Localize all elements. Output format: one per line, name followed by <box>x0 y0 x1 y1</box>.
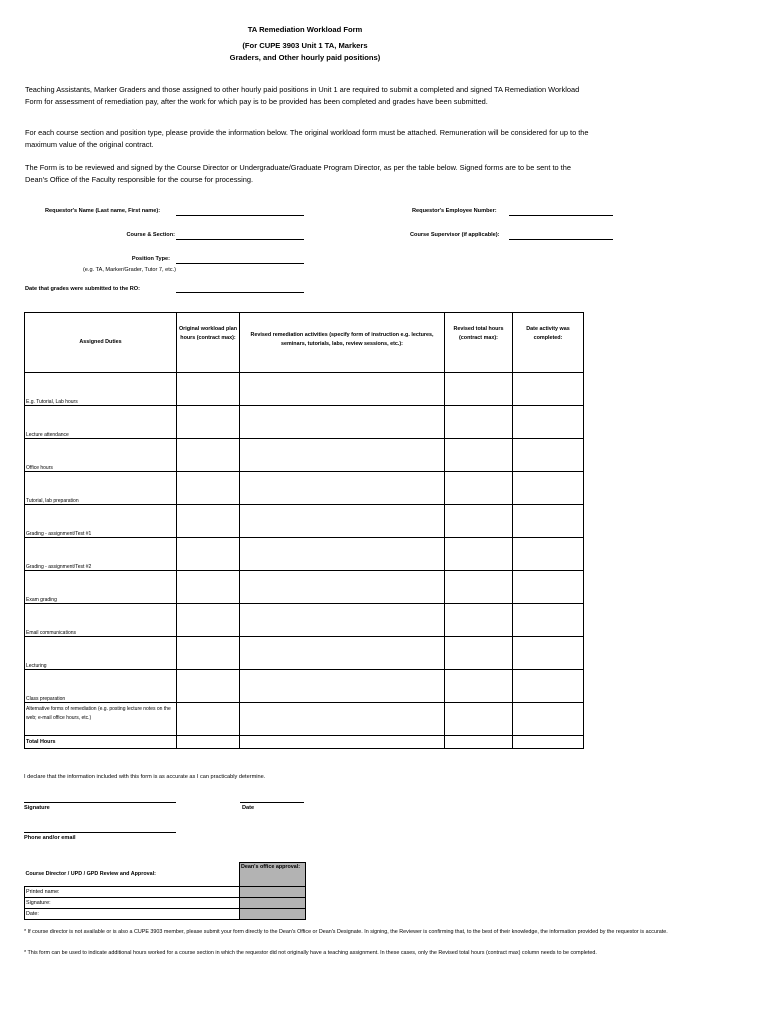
duty-label: E.g. Tutorial, Lab hours <box>25 373 177 406</box>
duty-label: Tutorial, lab preparation <box>25 472 177 505</box>
revised-activities-cell[interactable] <box>240 373 445 406</box>
revised-total-cell[interactable] <box>445 670 513 703</box>
table-row <box>25 505 584 538</box>
course-section-label: Course & Section: <box>126 232 175 238</box>
table-row <box>25 604 584 637</box>
date-completed-cell[interactable] <box>513 538 584 571</box>
revised-total-cell[interactable] <box>445 406 513 439</box>
duty-label: Exam grading <box>25 571 177 604</box>
table-row <box>25 637 584 670</box>
date-label: Date <box>242 805 255 811</box>
duty-label: Alternative forms of remediation (e.g. posting lecture notes on the web; e-mail office hours, etc.) <box>25 703 177 736</box>
signature-field[interactable] <box>24 802 176 803</box>
footnote-2: * This form can be used to indicate additional hours worked for a course section in which the requestor did not originally have a teaching assignment. In these cases, only the Revised total hours (contract max) column needs to be completed. <box>24 950 597 956</box>
date-completed-cell[interactable] <box>513 637 584 670</box>
course-section-field[interactable] <box>176 239 304 240</box>
table-row <box>25 538 584 571</box>
revised-total-cell[interactable] <box>445 505 513 538</box>
table-row <box>25 887 306 898</box>
date-completed-cell[interactable] <box>513 571 584 604</box>
table-row <box>25 703 584 736</box>
table-row <box>25 472 584 505</box>
revised-activities-cell[interactable] <box>240 472 445 505</box>
revised-total-cell[interactable] <box>445 472 513 505</box>
course-supervisor-label: Course Supervisor (if applicable): <box>410 232 500 238</box>
original-hours-cell[interactable] <box>177 571 240 604</box>
header-revised-activities: Revised remediation activities (specify form of instruction e.g. lectures, seminars, tutorials, labs, review sessions, etc.): <box>240 313 445 373</box>
duties-table <box>24 312 584 749</box>
duties-header-row <box>25 313 584 373</box>
phone-email-field[interactable] <box>24 832 176 833</box>
duty-label: Office hours <box>25 439 177 472</box>
revised-total-cell[interactable] <box>445 439 513 472</box>
total-activities-cell[interactable] <box>240 736 445 749</box>
original-hours-cell[interactable] <box>177 439 240 472</box>
total-revised-cell[interactable] <box>445 736 513 749</box>
duty-label: Grading - assignment/Test #2 <box>25 538 177 571</box>
original-hours-cell[interactable] <box>177 472 240 505</box>
review-date-label[interactable]: Date: <box>25 909 240 920</box>
table-row <box>25 571 584 604</box>
review-header-row <box>25 863 306 887</box>
table-row <box>25 373 584 406</box>
revised-total-cell[interactable] <box>445 373 513 406</box>
position-type-hint: (e.g. TA, Marker/Grader, Tutor 7, etc.) <box>82 267 176 273</box>
original-hours-cell[interactable] <box>177 538 240 571</box>
revised-activities-cell[interactable] <box>240 571 445 604</box>
date-completed-cell[interactable] <box>513 472 584 505</box>
employee-number-label: Requestor's Employee Number: <box>412 208 497 214</box>
dean-printed-name-cell[interactable] <box>240 887 306 898</box>
table-row <box>25 439 584 472</box>
review-signature-label[interactable]: Signature: <box>25 898 240 909</box>
duty-label: Email communications <box>25 604 177 637</box>
signature-label: Signature <box>24 805 50 811</box>
date-completed-cell[interactable] <box>513 703 584 736</box>
revised-total-cell[interactable] <box>445 604 513 637</box>
review-table <box>24 862 306 920</box>
grades-submitted-field[interactable] <box>176 292 304 293</box>
duty-label: Lecture attendance <box>25 406 177 439</box>
dean-signature-cell[interactable] <box>240 898 306 909</box>
original-hours-cell[interactable] <box>177 637 240 670</box>
revised-activities-cell[interactable] <box>240 406 445 439</box>
date-field[interactable] <box>240 802 304 803</box>
course-supervisor-field[interactable] <box>509 239 613 240</box>
table-row <box>25 670 584 703</box>
intro-paragraph-1: Teaching Assistants, Marker Graders and those assigned to other hourly paid positions in Unit 1 are required to submit a completed and signed TA Remediation Workload Form for assessment of remediation pay, after the work for which pay is to be provided has been completed and grades have been submitted. <box>25 85 580 106</box>
header-assigned-duties: Assigned Duties <box>25 313 177 373</box>
grades-submitted-label: Date that grades were submitted to the RO: <box>25 286 140 292</box>
form-title: TA Remediation Workload Form <box>247 25 363 34</box>
date-completed-cell[interactable] <box>513 373 584 406</box>
total-date-cell[interactable] <box>513 736 584 749</box>
footnote-1: * If course director is not available or is also a CUPE 3903 member, please submit your form directly to the Dean's Office or Dean's Designate. In signing, the Reviewer is confirming that, to the best of their knowledge, the information provided by the requestor is accurate. <box>24 929 668 935</box>
revised-activities-cell[interactable] <box>240 439 445 472</box>
requestor-name-label: Requestor's Name (Last name, First name): <box>45 208 161 214</box>
employee-number-field[interactable] <box>509 215 613 216</box>
header-original-hours: Original workload plan hours (contract max): <box>177 313 240 373</box>
position-type-label: Position Type: <box>131 256 170 262</box>
total-original-cell[interactable] <box>177 736 240 749</box>
position-type-field[interactable] <box>176 263 304 264</box>
header-date-completed: Date activity was completed: <box>513 313 584 373</box>
original-hours-cell[interactable] <box>177 373 240 406</box>
table-row <box>25 909 306 920</box>
revised-activities-cell[interactable] <box>240 703 445 736</box>
date-completed-cell[interactable] <box>513 439 584 472</box>
revised-activities-cell[interactable] <box>240 604 445 637</box>
revised-activities-cell[interactable] <box>240 505 445 538</box>
revised-activities-cell[interactable] <box>240 670 445 703</box>
original-hours-cell[interactable] <box>177 703 240 736</box>
table-row <box>25 406 584 439</box>
intro-paragraph-2: For each course section and position type, please provide the information below. The original workload form must be attached. Remuneration will be considered for up to the maximum value of the original contract. <box>25 128 589 149</box>
header-revised-total: Revised total hours (contract max): <box>445 313 513 373</box>
date-completed-cell[interactable] <box>513 670 584 703</box>
revised-total-cell[interactable] <box>445 703 513 736</box>
dean-approval-label: Dean's office approval: <box>240 863 306 887</box>
original-hours-cell[interactable] <box>177 505 240 538</box>
date-completed-cell[interactable] <box>513 505 584 538</box>
duty-label: Lecturing <box>25 637 177 670</box>
total-hours-label: Total Hours <box>25 736 177 749</box>
review-heading: Course Director / UPD / GPD Review and Approval: <box>25 863 240 887</box>
phone-email-label: Phone and/or email <box>24 835 76 841</box>
declaration-text: I declare that the information included with this form is as accurate as I can practicably determine. <box>24 774 266 780</box>
revised-total-cell[interactable] <box>445 637 513 670</box>
dean-date-cell[interactable] <box>240 909 306 920</box>
printed-name-label[interactable]: Printed name: <box>25 887 240 898</box>
original-hours-cell[interactable] <box>177 604 240 637</box>
table-row <box>25 898 306 909</box>
revised-activities-cell[interactable] <box>240 538 445 571</box>
duty-label: Grading - assignment/Test #1 <box>25 505 177 538</box>
form-subtitle-line2: Graders, and Other hourly paid positions) <box>229 53 381 62</box>
duty-label: Class preparation <box>25 670 177 703</box>
total-hours-row <box>25 736 584 749</box>
date-completed-cell[interactable] <box>513 406 584 439</box>
form-subtitle-line1: (For CUPE 3903 Unit 1 TA, Markers <box>242 41 368 50</box>
date-completed-cell[interactable] <box>513 604 584 637</box>
original-hours-cell[interactable] <box>177 670 240 703</box>
original-hours-cell[interactable] <box>177 406 240 439</box>
requestor-name-field[interactable] <box>176 215 304 216</box>
revised-total-cell[interactable] <box>445 538 513 571</box>
revised-activities-cell[interactable] <box>240 637 445 670</box>
revised-total-cell[interactable] <box>445 571 513 604</box>
intro-paragraph-3: The Form is to be reviewed and signed by the Course Director or Undergraduate/Graduate Program Director, as per the table below. Signed forms are to be sent to the Dean's Office of the Faculty responsible for the course for processing. <box>25 163 571 184</box>
